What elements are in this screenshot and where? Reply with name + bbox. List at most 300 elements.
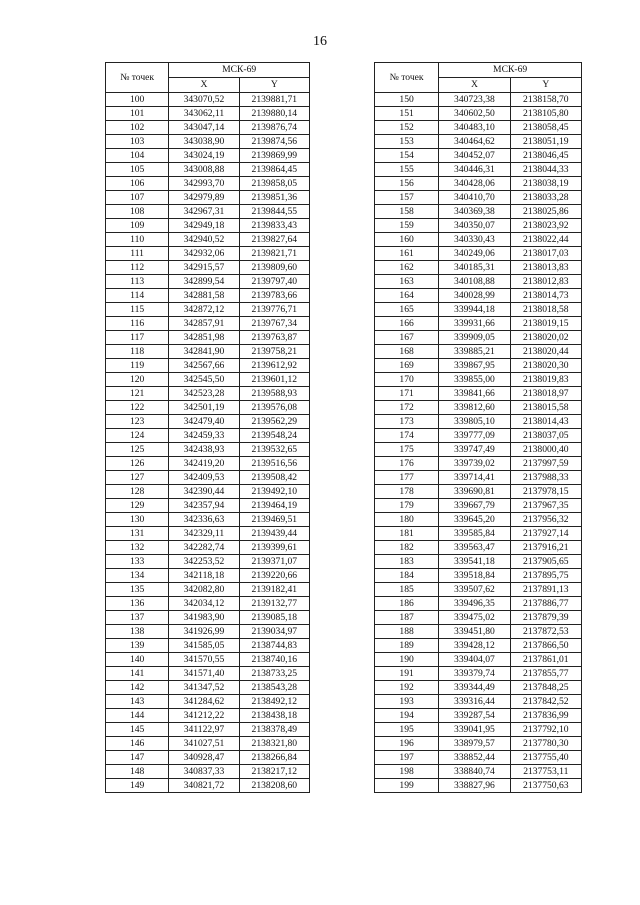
table-row (106, 107, 310, 121)
x-coordinate-cell: 342857,91 (169, 317, 239, 331)
y-coordinate-cell: 2138744,83 (239, 639, 309, 653)
point-number-cell: 129 (106, 499, 169, 513)
y-coordinate-cell: 2138038,19 (510, 177, 581, 191)
point-number-cell: 123 (106, 415, 169, 429)
x-coordinate-cell: 339475,02 (439, 611, 510, 625)
point-number-cell: 107 (106, 191, 169, 205)
table-row (106, 149, 310, 163)
table-row (106, 429, 310, 443)
y-coordinate-cell: 2137927,14 (510, 527, 581, 541)
table-row (375, 205, 582, 219)
point-number-cell: 160 (375, 233, 439, 247)
table-row (106, 359, 310, 373)
x-coordinate-cell: 343024,19 (169, 149, 239, 163)
point-number-cell: 183 (375, 555, 439, 569)
x-coordinate-cell: 342967,31 (169, 205, 239, 219)
y-coordinate-cell: 2138158,70 (510, 93, 581, 107)
table-row (106, 541, 310, 555)
y-coordinate-cell: 2138023,92 (510, 219, 581, 233)
y-coordinate-cell: 2139220,66 (239, 569, 309, 583)
point-number-cell: 196 (375, 737, 439, 751)
table-row (375, 191, 582, 205)
table-row (106, 261, 310, 275)
x-coordinate-cell: 342329,11 (169, 527, 239, 541)
y-coordinate-cell: 2139880,14 (239, 107, 309, 121)
point-number-cell: 179 (375, 499, 439, 513)
table-row (106, 737, 310, 751)
x-coordinate-cell: 339667,79 (439, 499, 510, 513)
x-coordinate-cell: 339404,07 (439, 653, 510, 667)
y-coordinate-cell: 2137988,33 (510, 471, 581, 485)
table-row (375, 695, 582, 709)
table-row (375, 261, 582, 275)
point-number-cell: 157 (375, 191, 439, 205)
table-row (106, 121, 310, 135)
table-row (375, 653, 582, 667)
y-coordinate-cell: 2139532,65 (239, 443, 309, 457)
x-coordinate-cell: 341347,52 (169, 681, 239, 695)
x-coordinate-cell: 343062,11 (169, 107, 239, 121)
x-coordinate-cell: 340428,06 (439, 177, 510, 191)
x-coordinate-cell: 339747,49 (439, 443, 510, 457)
table-row (106, 93, 310, 107)
y-coordinate-cell: 2137978,15 (510, 485, 581, 499)
table-row (106, 709, 310, 723)
table-row (375, 681, 582, 695)
table-row (375, 331, 582, 345)
x-coordinate-cell: 339041,95 (439, 723, 510, 737)
header-x: X (439, 78, 510, 93)
point-number-cell: 168 (375, 345, 439, 359)
point-number-cell: 171 (375, 387, 439, 401)
x-coordinate-cell: 339931,66 (439, 317, 510, 331)
table-row (106, 569, 310, 583)
point-number-cell: 108 (106, 205, 169, 219)
table-row (106, 555, 310, 569)
x-coordinate-cell: 340928,47 (169, 751, 239, 765)
x-coordinate-cell: 339287,54 (439, 709, 510, 723)
point-number-cell: 103 (106, 135, 169, 149)
table-row (375, 583, 582, 597)
point-number-cell: 130 (106, 513, 169, 527)
table-row (106, 471, 310, 485)
x-coordinate-cell: 342545,50 (169, 373, 239, 387)
y-coordinate-cell: 2137967,35 (510, 499, 581, 513)
table-row (106, 443, 310, 457)
table-row (375, 415, 582, 429)
page-number: 16 (313, 34, 327, 49)
table-row (375, 779, 582, 793)
point-number-cell: 165 (375, 303, 439, 317)
header-coordinate-system: МСК-69 (439, 63, 582, 78)
point-number-cell: 118 (106, 345, 169, 359)
y-coordinate-cell: 2137750,63 (510, 779, 581, 793)
table-row (375, 611, 582, 625)
y-coordinate-cell: 2139776,71 (239, 303, 309, 317)
point-number-cell: 135 (106, 583, 169, 597)
point-number-cell: 154 (375, 149, 439, 163)
y-coordinate-cell: 2139085,18 (239, 611, 309, 625)
y-coordinate-cell: 2137891,13 (510, 583, 581, 597)
x-coordinate-cell: 343038,90 (169, 135, 239, 149)
table-row (375, 345, 582, 359)
x-coordinate-cell: 342438,93 (169, 443, 239, 457)
table-row (375, 121, 582, 135)
table-row (106, 135, 310, 149)
y-coordinate-cell: 2138000,40 (510, 443, 581, 457)
x-coordinate-cell: 341926,99 (169, 625, 239, 639)
x-coordinate-cell: 342336,63 (169, 513, 239, 527)
x-coordinate-cell: 342082,80 (169, 583, 239, 597)
y-coordinate-cell: 2138014,43 (510, 415, 581, 429)
y-coordinate-cell: 2138012,83 (510, 275, 581, 289)
y-coordinate-cell: 2138015,58 (510, 401, 581, 415)
point-number-cell: 112 (106, 261, 169, 275)
y-coordinate-cell: 2138733,25 (239, 667, 309, 681)
table-row (106, 583, 310, 597)
point-number-cell: 114 (106, 289, 169, 303)
point-number-cell: 147 (106, 751, 169, 765)
table-row (106, 415, 310, 429)
x-coordinate-cell: 343047,14 (169, 121, 239, 135)
table-row (375, 737, 582, 751)
x-coordinate-cell: 339841,66 (439, 387, 510, 401)
table-row (106, 303, 310, 317)
table-row (106, 331, 310, 345)
x-coordinate-cell: 342282,74 (169, 541, 239, 555)
point-number-cell: 119 (106, 359, 169, 373)
table-row (106, 233, 310, 247)
x-coordinate-cell: 338852,44 (439, 751, 510, 765)
x-coordinate-cell: 340410,70 (439, 191, 510, 205)
x-coordinate-cell: 341585,05 (169, 639, 239, 653)
y-coordinate-cell: 2139851,36 (239, 191, 309, 205)
x-coordinate-cell: 340330,43 (439, 233, 510, 247)
x-coordinate-cell: 342567,66 (169, 359, 239, 373)
table-row (375, 541, 582, 555)
table-row (106, 177, 310, 191)
x-coordinate-cell: 340452,07 (439, 149, 510, 163)
x-coordinate-cell: 342459,33 (169, 429, 239, 443)
y-coordinate-cell: 2139844,55 (239, 205, 309, 219)
point-number-cell: 144 (106, 709, 169, 723)
y-coordinate-cell: 2137997,59 (510, 457, 581, 471)
y-coordinate-cell: 2139399,61 (239, 541, 309, 555)
table-row (106, 611, 310, 625)
y-coordinate-cell: 2137956,32 (510, 513, 581, 527)
y-coordinate-cell: 2137861,01 (510, 653, 581, 667)
point-number-cell: 159 (375, 219, 439, 233)
point-number-cell: 120 (106, 373, 169, 387)
y-coordinate-cell: 2138740,16 (239, 653, 309, 667)
table-row (375, 513, 582, 527)
point-number-cell: 136 (106, 597, 169, 611)
x-coordinate-cell: 342872,12 (169, 303, 239, 317)
table-row (106, 779, 310, 793)
table-row (106, 597, 310, 611)
point-number-cell: 177 (375, 471, 439, 485)
point-number-cell: 132 (106, 541, 169, 555)
table-row (106, 317, 310, 331)
table-row (375, 303, 582, 317)
y-coordinate-cell: 2139469,51 (239, 513, 309, 527)
point-number-cell: 153 (375, 135, 439, 149)
x-coordinate-cell: 341122,97 (169, 723, 239, 737)
table-row (106, 751, 310, 765)
x-coordinate-cell: 338979,57 (439, 737, 510, 751)
y-coordinate-cell: 2138037,05 (510, 429, 581, 443)
point-number-cell: 169 (375, 359, 439, 373)
point-number-cell: 105 (106, 163, 169, 177)
header-y: Y (239, 78, 309, 93)
table-row (375, 107, 582, 121)
point-number-cell: 117 (106, 331, 169, 345)
y-coordinate-cell: 2138020,44 (510, 345, 581, 359)
table-row (106, 653, 310, 667)
y-coordinate-cell: 2139763,87 (239, 331, 309, 345)
point-number-cell: 190 (375, 653, 439, 667)
x-coordinate-cell: 342899,54 (169, 275, 239, 289)
x-coordinate-cell: 339507,62 (439, 583, 510, 597)
y-coordinate-cell: 2139562,29 (239, 415, 309, 429)
x-coordinate-cell: 339867,95 (439, 359, 510, 373)
x-coordinate-cell: 341284,62 (169, 695, 239, 709)
point-number-cell: 127 (106, 471, 169, 485)
table-row (375, 317, 582, 331)
point-number-cell: 143 (106, 695, 169, 709)
y-coordinate-cell: 2138020,30 (510, 359, 581, 373)
table-row (106, 765, 310, 779)
table-row (106, 247, 310, 261)
table-row (106, 625, 310, 639)
y-coordinate-cell: 2137905,65 (510, 555, 581, 569)
y-coordinate-cell: 2139516,56 (239, 457, 309, 471)
x-coordinate-cell: 339316,44 (439, 695, 510, 709)
y-coordinate-cell: 2138105,80 (510, 107, 581, 121)
x-coordinate-cell: 340108,88 (439, 275, 510, 289)
point-number-cell: 184 (375, 569, 439, 583)
table-row (375, 597, 582, 611)
x-coordinate-cell: 342253,52 (169, 555, 239, 569)
table-row (106, 275, 310, 289)
point-number-cell: 163 (375, 275, 439, 289)
x-coordinate-cell: 339944,18 (439, 303, 510, 317)
x-coordinate-cell: 342979,89 (169, 191, 239, 205)
x-coordinate-cell: 342118,18 (169, 569, 239, 583)
y-coordinate-cell: 2139034,97 (239, 625, 309, 639)
point-number-cell: 152 (375, 121, 439, 135)
x-coordinate-cell: 342932,06 (169, 247, 239, 261)
x-coordinate-cell: 341212,22 (169, 709, 239, 723)
x-coordinate-cell: 339690,81 (439, 485, 510, 499)
table-row (375, 401, 582, 415)
point-number-cell: 102 (106, 121, 169, 135)
y-coordinate-cell: 2139601,12 (239, 373, 309, 387)
point-number-cell: 192 (375, 681, 439, 695)
point-number-cell: 199 (375, 779, 439, 793)
point-number-cell: 158 (375, 205, 439, 219)
y-coordinate-cell: 2137855,77 (510, 667, 581, 681)
point-number-cell: 173 (375, 415, 439, 429)
point-number-cell: 137 (106, 611, 169, 625)
y-coordinate-cell: 2139881,71 (239, 93, 309, 107)
x-coordinate-cell: 342993,70 (169, 177, 239, 191)
point-number-cell: 109 (106, 219, 169, 233)
point-number-cell: 138 (106, 625, 169, 639)
point-number-cell: 195 (375, 723, 439, 737)
x-coordinate-cell: 339777,09 (439, 429, 510, 443)
table-row (375, 247, 582, 261)
y-coordinate-cell: 2139588,93 (239, 387, 309, 401)
x-coordinate-cell: 339344,49 (439, 681, 510, 695)
point-number-cell: 140 (106, 653, 169, 667)
y-coordinate-cell: 2138217,12 (239, 765, 309, 779)
point-number-cell: 162 (375, 261, 439, 275)
point-number-cell: 148 (106, 765, 169, 779)
point-number-cell: 133 (106, 555, 169, 569)
x-coordinate-cell: 339563,47 (439, 541, 510, 555)
header-points: № точек (106, 63, 169, 93)
y-coordinate-cell: 2139869,99 (239, 149, 309, 163)
point-number-cell: 121 (106, 387, 169, 401)
x-coordinate-cell: 339451,80 (439, 625, 510, 639)
y-coordinate-cell: 2139827,64 (239, 233, 309, 247)
point-number-cell: 151 (375, 107, 439, 121)
point-number-cell: 156 (375, 177, 439, 191)
y-coordinate-cell: 2138025,86 (510, 205, 581, 219)
point-number-cell: 186 (375, 597, 439, 611)
x-coordinate-cell: 339812,60 (439, 401, 510, 415)
y-coordinate-cell: 2138022,44 (510, 233, 581, 247)
y-coordinate-cell: 2139492,10 (239, 485, 309, 499)
x-coordinate-cell: 342881,58 (169, 289, 239, 303)
x-coordinate-cell: 338840,74 (439, 765, 510, 779)
x-coordinate-cell: 340249,06 (439, 247, 510, 261)
y-coordinate-cell: 2138018,58 (510, 303, 581, 317)
x-coordinate-cell: 342949,18 (169, 219, 239, 233)
table-row (106, 723, 310, 737)
x-coordinate-cell: 339714,41 (439, 471, 510, 485)
table-row (106, 373, 310, 387)
y-coordinate-cell: 2138033,28 (510, 191, 581, 205)
table-row (106, 499, 310, 513)
y-coordinate-cell: 2139767,34 (239, 317, 309, 331)
point-number-cell: 189 (375, 639, 439, 653)
table-row (375, 471, 582, 485)
point-number-cell: 113 (106, 275, 169, 289)
point-number-cell: 175 (375, 443, 439, 457)
point-number-cell: 134 (106, 569, 169, 583)
table-row (375, 387, 582, 401)
table-row (375, 751, 582, 765)
table-row (375, 93, 582, 107)
point-number-cell: 185 (375, 583, 439, 597)
table-row (375, 527, 582, 541)
y-coordinate-cell: 2139576,08 (239, 401, 309, 415)
point-number-cell: 124 (106, 429, 169, 443)
point-number-cell: 115 (106, 303, 169, 317)
table-row (375, 373, 582, 387)
y-coordinate-cell: 2137886,77 (510, 597, 581, 611)
point-number-cell: 145 (106, 723, 169, 737)
x-coordinate-cell: 341027,51 (169, 737, 239, 751)
x-coordinate-cell: 339541,18 (439, 555, 510, 569)
point-number-cell: 111 (106, 247, 169, 261)
table-row (106, 639, 310, 653)
point-number-cell: 193 (375, 695, 439, 709)
table-row (375, 639, 582, 653)
x-coordinate-cell: 339909,05 (439, 331, 510, 345)
y-coordinate-cell: 2137842,52 (510, 695, 581, 709)
y-coordinate-cell: 2138019,15 (510, 317, 581, 331)
y-coordinate-cell: 2137836,99 (510, 709, 581, 723)
y-coordinate-cell: 2137792,10 (510, 723, 581, 737)
y-coordinate-cell: 2137848,25 (510, 681, 581, 695)
x-coordinate-cell: 342915,57 (169, 261, 239, 275)
x-coordinate-cell: 340483,10 (439, 121, 510, 135)
y-coordinate-cell: 2139821,71 (239, 247, 309, 261)
point-number-cell: 128 (106, 485, 169, 499)
point-number-cell: 188 (375, 625, 439, 639)
y-coordinate-cell: 2138020,02 (510, 331, 581, 345)
table-row (375, 275, 582, 289)
x-coordinate-cell: 342851,98 (169, 331, 239, 345)
x-coordinate-cell: 343070,52 (169, 93, 239, 107)
x-coordinate-cell: 339645,20 (439, 513, 510, 527)
point-number-cell: 142 (106, 681, 169, 695)
x-coordinate-cell: 340350,07 (439, 219, 510, 233)
y-coordinate-cell: 2138378,49 (239, 723, 309, 737)
point-number-cell: 104 (106, 149, 169, 163)
y-coordinate-cell: 2138543,28 (239, 681, 309, 695)
y-coordinate-cell: 2137916,21 (510, 541, 581, 555)
point-number-cell: 178 (375, 485, 439, 499)
point-number-cell: 167 (375, 331, 439, 345)
x-coordinate-cell: 340821,72 (169, 779, 239, 793)
table-row (106, 527, 310, 541)
y-coordinate-cell: 2139132,77 (239, 597, 309, 611)
x-coordinate-cell: 340446,31 (439, 163, 510, 177)
point-number-cell: 161 (375, 247, 439, 261)
point-number-cell: 149 (106, 779, 169, 793)
point-number-cell: 122 (106, 401, 169, 415)
y-coordinate-cell: 2137872,53 (510, 625, 581, 639)
x-coordinate-cell: 340185,31 (439, 261, 510, 275)
y-coordinate-cell: 2139797,40 (239, 275, 309, 289)
table-row (375, 163, 582, 177)
y-coordinate-cell: 2138044,33 (510, 163, 581, 177)
x-coordinate-cell: 341570,55 (169, 653, 239, 667)
x-coordinate-cell: 339496,35 (439, 597, 510, 611)
header-points: № точек (375, 63, 439, 93)
point-number-cell: 181 (375, 527, 439, 541)
y-coordinate-cell: 2139758,21 (239, 345, 309, 359)
y-coordinate-cell: 2139439,44 (239, 527, 309, 541)
x-coordinate-cell: 342841,90 (169, 345, 239, 359)
table-row (106, 289, 310, 303)
x-coordinate-cell: 341571,40 (169, 667, 239, 681)
x-coordinate-cell: 342940,52 (169, 233, 239, 247)
table-row (106, 163, 310, 177)
x-coordinate-cell: 340723,38 (439, 93, 510, 107)
point-number-cell: 141 (106, 667, 169, 681)
point-number-cell: 191 (375, 667, 439, 681)
y-coordinate-cell: 2139783,66 (239, 289, 309, 303)
x-coordinate-cell: 342501,19 (169, 401, 239, 415)
point-number-cell: 166 (375, 317, 439, 331)
x-coordinate-cell: 340028,99 (439, 289, 510, 303)
x-coordinate-cell: 342390,44 (169, 485, 239, 499)
